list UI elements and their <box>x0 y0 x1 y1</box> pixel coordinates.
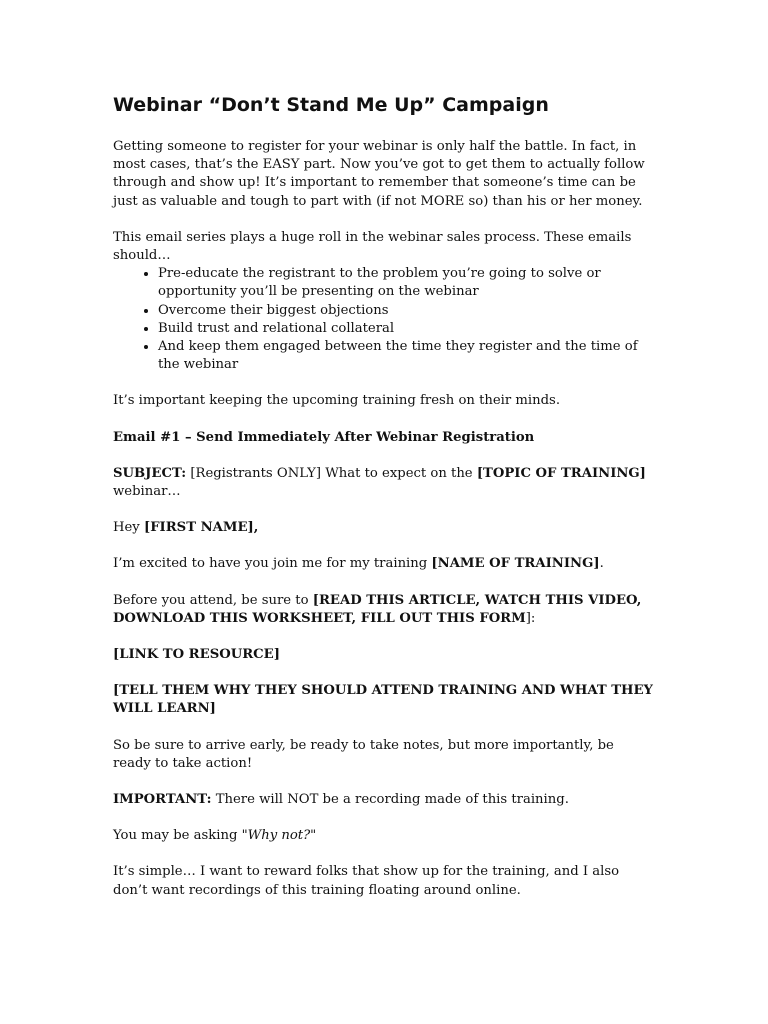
excited-text: I’m excited to have you join me for my training <box>113 556 432 572</box>
asking-text: You may be asking <box>113 828 242 844</box>
intro-paragraph: Getting someone to register for your webinar is only half the battle. In fact, in most cases, that’s the EASY part. Now you’ve got to get them to actually follow through and show up! It’s important to remember that someone’s time can be just as valuable and tough to part with (if not MORE so) than his or her money. <box>113 139 645 209</box>
document-title: Webinar “Don’t Stand Me Up” Campaign <box>113 94 549 116</box>
email-heading-text: Email #1 – Send Immediately After Webinar Registration <box>113 429 535 445</box>
bullet-item: • Build trust and relational collateral <box>158 320 653 338</box>
subject-text: [Registrants ONLY] What to expect on the <box>186 465 477 481</box>
greeting-text: Hey <box>113 520 144 536</box>
arrive-early-paragraph: So be sure to arrive early, be ready to take notes, but more importantly, be ready to take action! <box>113 737 614 771</box>
purpose-bullet-list <box>113 265 653 374</box>
bullet-item: • Pre-educate the registrant to the problem you’re going to solve or opportunity you’ll be presenting on the webinar <box>158 265 653 301</box>
asking-quote: "Why not?" <box>241 828 317 844</box>
subject-line <box>113 465 653 501</box>
fresh-minds-paragraph: It’s important keeping the upcoming training fresh on their minds. <box>113 393 561 409</box>
excited-suffix: . <box>599 556 604 572</box>
link-resource-line <box>113 646 653 664</box>
greeting-line <box>113 519 653 537</box>
email-heading <box>113 429 653 447</box>
subject-label: SUBJECT: <box>113 465 187 481</box>
tell-them-placeholder: [TELL THEM WHY THEY SHOULD ATTEND TRAINING AND WHAT THEY WILL LEARN] <box>113 683 653 717</box>
bullet-item: • And keep them engaged between the time they register and the time of the webinar <box>158 338 653 374</box>
before-line <box>113 592 653 628</box>
simple-paragraph: It’s simple… I want to reward folks that show up for the training, and I also don’t want recordings of this training floating around online. <box>113 864 620 898</box>
important-label: IMPORTANT: <box>113 792 212 808</box>
greeting-placeholder: [FIRST NAME], <box>143 520 259 536</box>
link-resource-placeholder: [LINK TO RESOURCE] <box>113 647 280 663</box>
before-suffix: ]: <box>525 610 536 626</box>
bullet-item: • Overcome their biggest objections <box>158 302 653 320</box>
subject-suffix: webinar… <box>113 484 181 500</box>
tell-them-line <box>113 682 653 718</box>
excited-line <box>113 555 653 573</box>
excited-placeholder: [NAME OF TRAINING] <box>431 556 600 572</box>
important-text: There will NOT be a recording made of this training. <box>211 792 569 808</box>
subject-placeholder: [TOPIC OF TRAINING] <box>476 465 646 481</box>
important-line <box>113 791 653 809</box>
asking-line <box>113 827 653 845</box>
series-intro-paragraph: This email series plays a huge roll in the webinar sales process. These emails should… <box>113 229 632 264</box>
before-placeholder: [READ THIS ARTICLE, WATCH THIS VIDEO, DOWNLOAD THIS WORKSHEET, FILL OUT THIS FORM <box>113 592 642 626</box>
before-text: Before you attend, be sure to <box>113 592 313 608</box>
document-page <box>113 92 653 918</box>
